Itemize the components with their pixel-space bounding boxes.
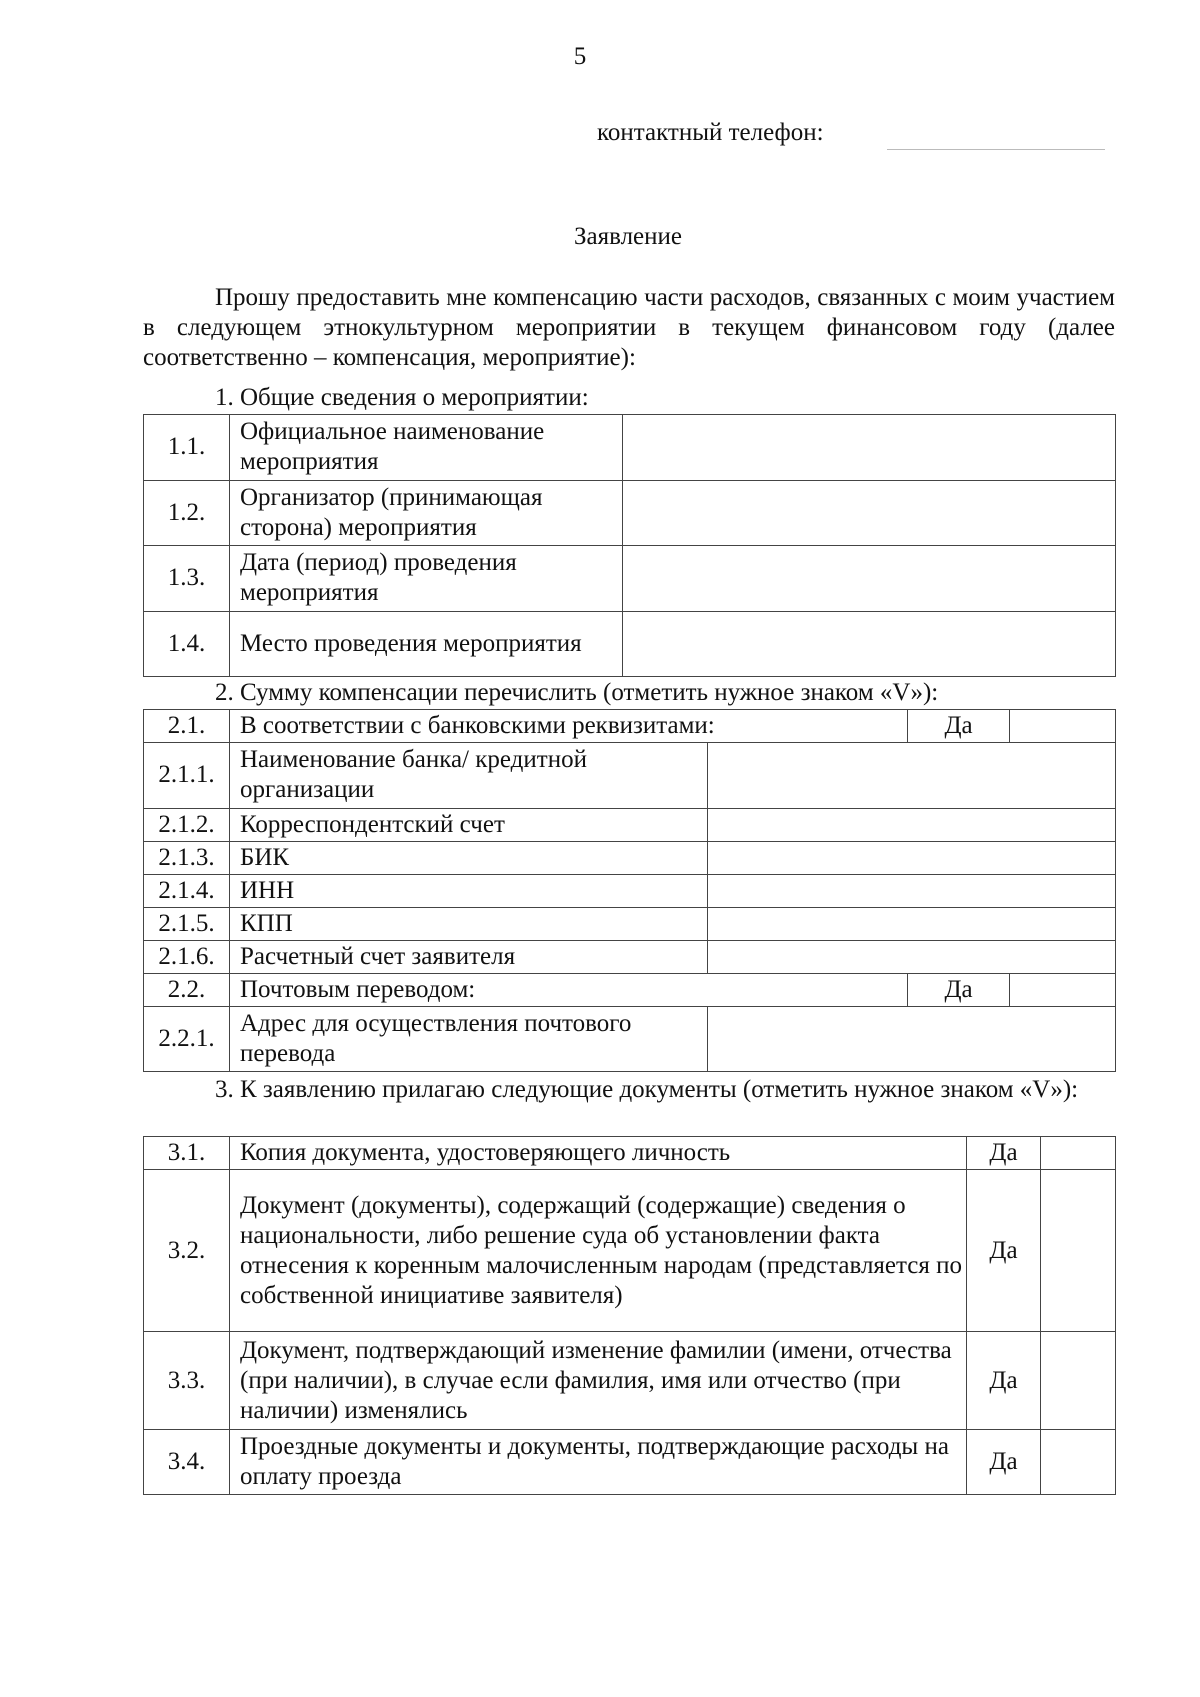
row-number: 3.2.: [144, 1170, 230, 1332]
intro-text: Прошу предоставить мне компенсацию части расходов, связанных с моим участием в следующем этнокультурном мероприятии в текущем финансовом году (далее соответственно – компенсация, мероприятие):: [143, 284, 1115, 371]
table-row: [144, 480, 1116, 546]
row-number: 1.1.: [144, 415, 230, 481]
row-number: 3.3.: [144, 1332, 230, 1430]
postal-address-field[interactable]: [708, 1006, 1116, 1072]
event-date-field[interactable]: [623, 546, 1116, 612]
table-row: [144, 415, 1116, 481]
table-row: [144, 874, 1116, 907]
section3-heading: 3. К заявлению прилагаю следующие документы (отметить нужное знаком «V»):: [215, 1076, 1079, 1103]
row-number: 2.1.5.: [144, 907, 230, 940]
section1-heading: 1. Общие сведения о мероприятии:: [215, 384, 589, 411]
contact-phone-label: контактный телефон:: [597, 119, 824, 146]
yes-label: Да: [967, 1137, 1041, 1170]
row-number: 2.2.1.: [144, 1006, 230, 1072]
table-row: [144, 1332, 1116, 1430]
section2-heading: 2. Сумму компенсации перечислить (отметить нужное знаком «V»):: [215, 679, 939, 706]
row-number: 3.4.: [144, 1430, 230, 1495]
settlement-account-field[interactable]: [708, 940, 1116, 973]
contact-phone-field[interactable]: [887, 149, 1105, 150]
row-number: 1.3.: [144, 546, 230, 612]
table-row: [144, 546, 1116, 612]
doc-checkbox[interactable]: [1041, 1137, 1116, 1170]
payment-table: [143, 709, 1116, 1072]
bik-field[interactable]: [708, 841, 1116, 874]
event-info-table: [143, 414, 1116, 677]
page-number: 5: [573, 43, 587, 70]
row-number: 2.2.: [144, 973, 230, 1006]
table-row: [144, 841, 1116, 874]
row-label: Организатор (принимающая сторона) мероприятия: [230, 480, 623, 546]
yes-label: Да: [967, 1170, 1041, 1332]
document-title: Заявление: [573, 223, 683, 250]
bank-checkbox[interactable]: [1010, 710, 1116, 743]
row-label: ИНН: [230, 874, 708, 907]
table-row: [144, 1430, 1116, 1495]
documents-table: [143, 1136, 1116, 1495]
table-row: [144, 808, 1116, 841]
row-number: 2.1.4.: [144, 874, 230, 907]
row-label: Расчетный счет заявителя: [230, 940, 708, 973]
row-number: 1.4.: [144, 611, 230, 677]
row-number: 3.1.: [144, 1137, 230, 1170]
event-place-field[interactable]: [623, 611, 1116, 677]
postal-checkbox[interactable]: [1010, 973, 1116, 1006]
table-row: [144, 743, 1116, 809]
table-row: [144, 611, 1116, 677]
row-label: Официальное наименование мероприятия: [230, 415, 623, 481]
row-number: 2.1.: [144, 710, 230, 743]
doc-checkbox[interactable]: [1041, 1430, 1116, 1495]
event-name-field[interactable]: [623, 415, 1116, 481]
row-number: 2.1.6.: [144, 940, 230, 973]
row-number: 1.2.: [144, 480, 230, 546]
row-label: Дата (период) проведения мероприятия: [230, 546, 623, 612]
row-label: Почтовым переводом:: [230, 973, 908, 1006]
yes-label: Да: [967, 1430, 1041, 1495]
row-label: БИК: [230, 841, 708, 874]
inn-field[interactable]: [708, 874, 1116, 907]
row-label: Документ, подтверждающий изменение фамилии (имени, отчества (при наличии), в случае если фамилия, имя или отчество (при наличии) изменялись: [230, 1332, 967, 1430]
table-row: [144, 907, 1116, 940]
table-row: [144, 940, 1116, 973]
table-row: [144, 1006, 1116, 1072]
row-number: 2.1.1.: [144, 743, 230, 809]
row-number: 2.1.2.: [144, 808, 230, 841]
row-number: 2.1.3.: [144, 841, 230, 874]
row-label: Место проведения мероприятия: [230, 611, 623, 677]
row-label: Проездные документы и документы, подтверждающие расходы на оплату проезда: [230, 1430, 967, 1495]
yes-label: Да: [967, 1332, 1041, 1430]
row-label: Адрес для осуществления почтового перевода: [230, 1006, 708, 1072]
table-row: [144, 973, 1116, 1006]
row-label: В соответствии с банковскими реквизитами:: [230, 710, 908, 743]
corr-account-field[interactable]: [708, 808, 1116, 841]
yes-label: Да: [908, 710, 1010, 743]
row-label: Корреспондентский счет: [230, 808, 708, 841]
intro-paragraph: [143, 283, 1115, 373]
kpp-field[interactable]: [708, 907, 1116, 940]
doc-checkbox[interactable]: [1041, 1170, 1116, 1332]
yes-label: Да: [908, 973, 1010, 1006]
bank-name-field[interactable]: [708, 743, 1116, 809]
table-row: [144, 1170, 1116, 1332]
doc-checkbox[interactable]: [1041, 1332, 1116, 1430]
table-row: [144, 710, 1116, 743]
row-label: Копия документа, удостоверяющего личность: [230, 1137, 967, 1170]
row-label: КПП: [230, 907, 708, 940]
row-label: Наименование банка/ кредитной организации: [230, 743, 708, 809]
organizer-field[interactable]: [623, 480, 1116, 546]
row-label: Документ (документы), содержащий (содержащие) сведения о национальности, либо решение суда об установлении факта отнесения к коренным малочисленным народам (представляется по собственной инициативе заявителя): [230, 1170, 967, 1332]
table-row: [144, 1137, 1116, 1170]
section3-heading-block: [143, 1075, 1115, 1105]
